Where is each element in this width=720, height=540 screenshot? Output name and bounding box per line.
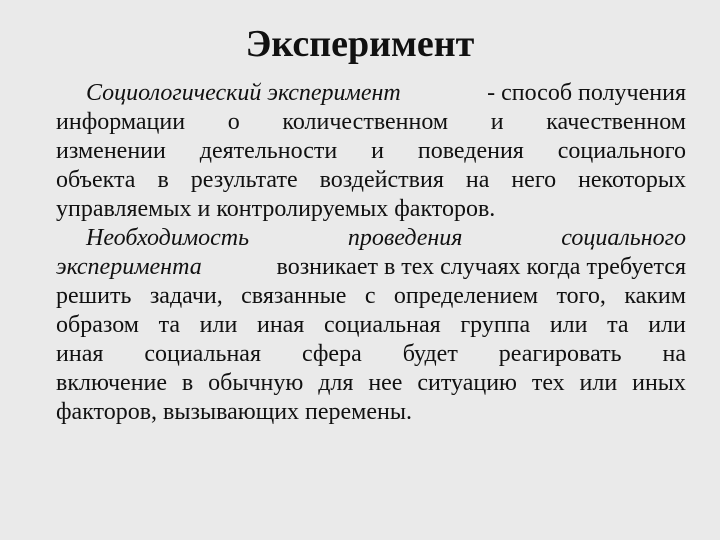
paragraph-2-line-4 (56, 311, 686, 340)
word: иная (56, 341, 104, 367)
word: количественном (282, 109, 449, 135)
word: сфера (301, 341, 362, 367)
text-line (56, 166, 686, 195)
word: каким (624, 283, 686, 309)
paragraph-2-line-7 (56, 398, 686, 427)
term-sociological-experiment: Социологический эксперимент (86, 80, 401, 106)
word: поведения (417, 138, 524, 164)
word: социальная (144, 341, 261, 367)
word: воздействия (319, 167, 444, 193)
paragraph-1-line-3 (56, 137, 686, 166)
paragraph-1-line-2 (56, 108, 686, 137)
word: с (364, 283, 376, 309)
word: образом (56, 312, 139, 338)
word: социального (557, 138, 686, 164)
word: информации (56, 109, 186, 135)
text-line (56, 311, 686, 340)
paragraph-2-line-2 (56, 253, 686, 282)
word: обычную (208, 370, 304, 396)
slide-title: Эксперимент (245, 23, 475, 65)
text-segment: - способ получения (487, 80, 686, 106)
paragraph-1-line-5 (56, 195, 686, 224)
word: объекта (56, 167, 136, 193)
word: изменении (56, 138, 166, 164)
word: на (465, 167, 490, 193)
word: социальная (324, 312, 441, 338)
word: или (579, 370, 618, 396)
word: включение (56, 370, 168, 396)
term-word: Необходимость (86, 225, 250, 251)
text-line (56, 108, 686, 137)
term-word: социального (561, 225, 686, 251)
paragraph-2-line-6 (56, 369, 686, 398)
word: связанные (241, 283, 347, 309)
word: иных (632, 370, 686, 396)
word: для (318, 370, 354, 396)
word: реагировать (498, 341, 622, 367)
word: или (549, 312, 588, 338)
word: задачи, (149, 283, 223, 309)
word: деятельности (199, 138, 338, 164)
paragraph-2-line-3 (56, 282, 686, 311)
paragraph-2-line-5 (56, 340, 686, 369)
word: тех (531, 370, 565, 396)
paragraph-1-line-1 (56, 79, 686, 108)
slide-body (56, 79, 686, 427)
word: или (648, 312, 686, 338)
text-line (56, 282, 686, 311)
word: решить (56, 283, 132, 309)
word: группа (460, 312, 531, 338)
paragraph-1-line-4 (56, 166, 686, 195)
word: или (199, 312, 238, 338)
word: качественном (546, 109, 686, 135)
text-line: факторов, вызывающих перемены. (56, 399, 412, 425)
term-word: проведения (347, 225, 463, 251)
word: та (607, 312, 629, 338)
word: определением (393, 283, 539, 309)
word: в (181, 370, 194, 396)
word: и (371, 138, 384, 164)
text-line (56, 137, 686, 166)
text-segment: возникает в тех случаях когда требуется (276, 254, 686, 280)
text-line (56, 369, 686, 398)
word: и (490, 109, 504, 135)
word: него (511, 167, 557, 193)
word: результате (190, 167, 298, 193)
word: некоторых (578, 167, 686, 193)
word: ситуацию (417, 370, 517, 396)
word: иная (256, 312, 305, 338)
word: нее (368, 370, 403, 396)
paragraph-2-line-1 (56, 224, 686, 253)
word: на (662, 341, 686, 367)
word: того, (556, 283, 606, 309)
word: та (158, 312, 181, 338)
word: будет (402, 341, 458, 367)
word: в (157, 167, 169, 193)
text-line (56, 340, 686, 369)
text-line: управляемых и контролируемых факторов. (56, 196, 496, 222)
term-word: эксперимента (56, 254, 202, 280)
word: о (227, 109, 240, 135)
